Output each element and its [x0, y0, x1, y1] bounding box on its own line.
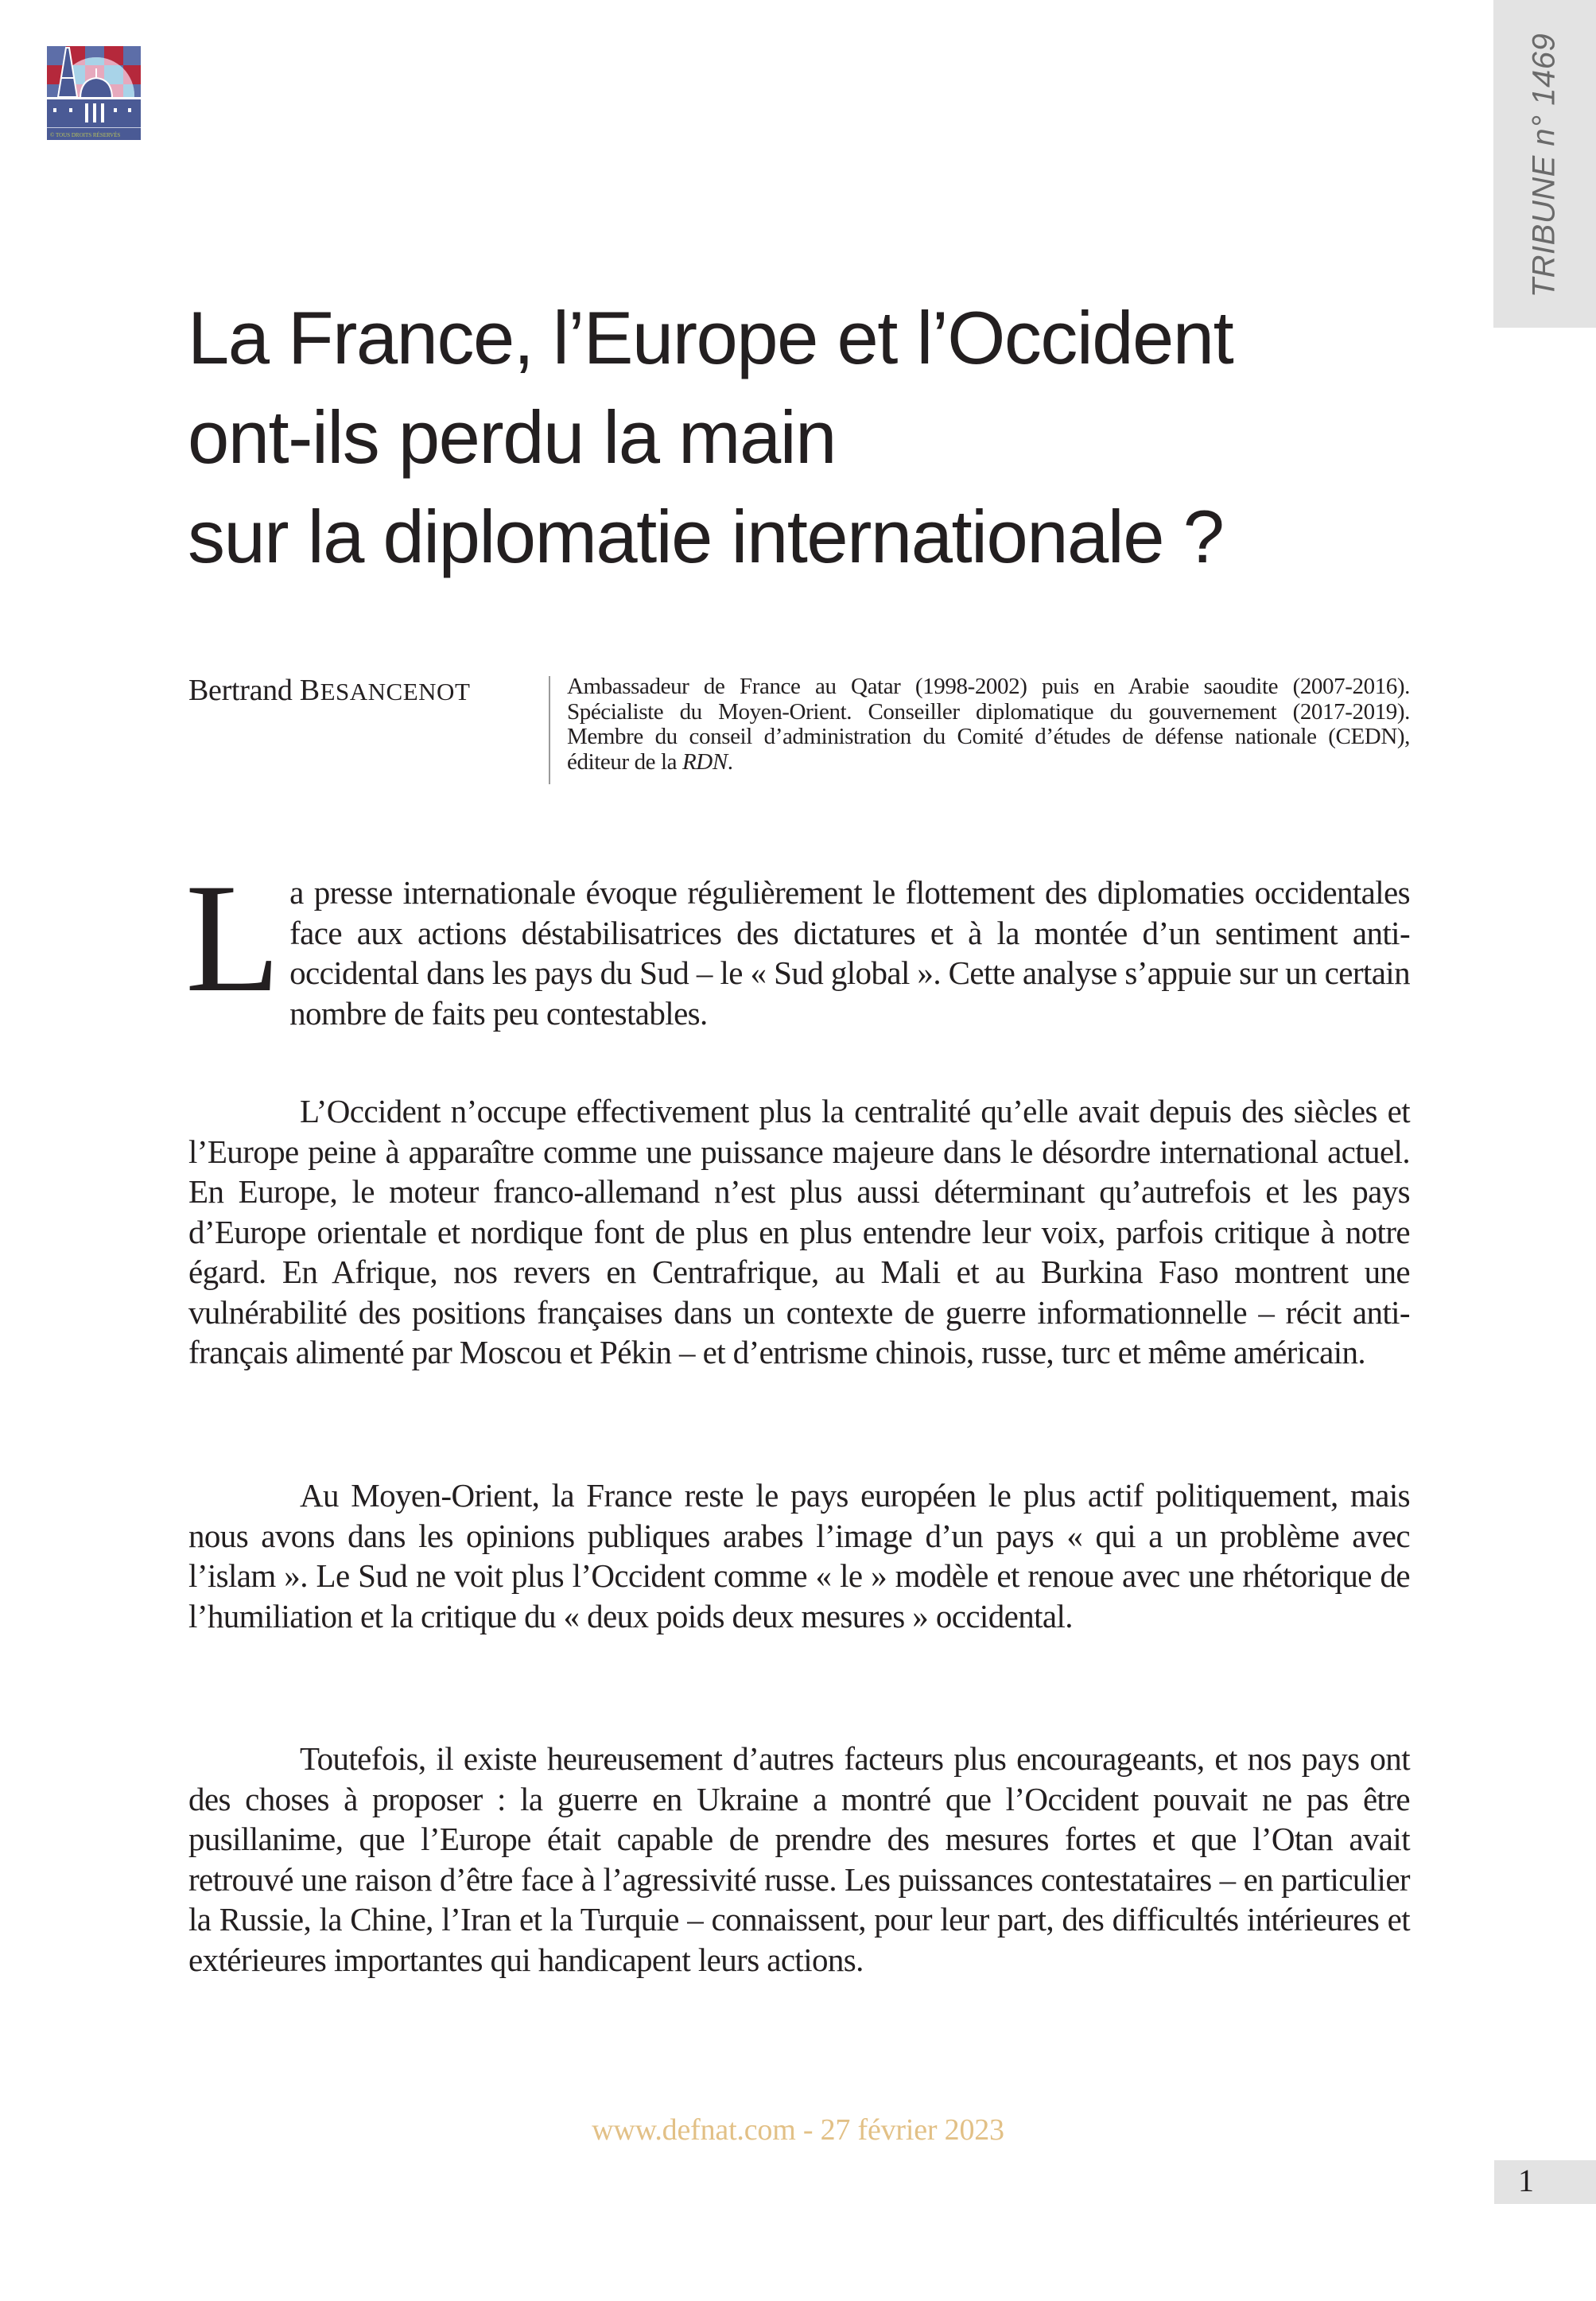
author-bio-end: .: [727, 748, 733, 775]
author-first-name: Bertrand: [188, 674, 293, 707]
author-last-name-initial: B: [299, 674, 320, 707]
author-bio: [567, 674, 1410, 775]
title-line: La France, l’Europe et l’Occident: [188, 296, 1233, 379]
page-number-box: [1494, 2160, 1596, 2204]
title-line: ont-ils perdu la main: [188, 395, 836, 479]
article-title: [188, 288, 1428, 586]
author-name: [188, 673, 470, 708]
tribune-tab: [1493, 0, 1596, 328]
paragraph-text: a presse internationale évoque régulièrement le flottement des diplomaties occidentales face aux actions déstabilisatrices des dictatures et à la montée d’un sentiment anti-occidental dans les pays du Sud – le « Sud global ». Cette analyse s’appuie sur un certain nombre de faits peu contestables.: [289, 874, 1410, 1032]
author-divider: [549, 676, 550, 784]
tribune-number-label: TRIBUNE n° 1469: [1526, 33, 1562, 298]
drop-cap: L: [185, 852, 281, 1024]
author-last-name: [299, 674, 471, 707]
author-bio-rdn: RDN: [682, 748, 728, 775]
logo: [47, 46, 141, 140]
footer-site-date: www.defnat.com - 27 février 2023: [592, 2113, 1004, 2147]
title-line: sur la diplomatie internationale ?: [188, 495, 1224, 578]
paragraph: Au Moyen-Orient, la France reste le pays européen le plus actif politiquement, mais nous avons dans les opinions publiques arabes l’image d’un pays « qui a un problème avec l’islam ». Le Sud ne voit plus l’Occident comme « le » modèle et renoue avec une rhétorique de l’humiliation et la critique du « deux poids deux mesures » occidental.: [188, 1477, 1410, 1634]
paragraph: Toutefois, il existe heureusement d’autres facteurs plus encourageants, et nos pays ont des choses à proposer : la guerre en Ukraine a montré que l’Occident pouvait ne pas être pusillanime, que l’Europe était capable de prendre des mesures fortes et que l’Otan avait retrouvé une raison d’être face à l’agressivité russe. Les puissances contestataires – en particulier la Russie, la Chine, l’Iran et la Turquie – connaissent, pour leur part, des difficultés intérieures et extérieures importantes qui handicapent leurs actions.: [188, 1740, 1410, 1978]
defnat-logo-icon: [47, 46, 141, 140]
paragraph: L’Occident n’occupe effectivement plus la centralité qu’elle avait depuis des siècles et l’Europe peine à apparaître comme une puissance majeure dans le désordre international actuel. En Europe, le moteur franco-allemand n’est plus aussi déterminant qu’autrefois et les pays d’Europe orientale et nordique font de plus en plus entendre leur voix, parfois critique à notre égard. En Afrique, nos revers en Centrafrique, au Mali et au Burkina Faso montrent une vulnérabilité des positions françaises dans un contexte de guerre informationnelle – récit anti-français alimenté par Moscou et Pékin – et d’entrisme chinois, russe, turc et même américain.: [188, 1093, 1410, 1370]
author-bio-text: Ambassadeur de France au Qatar (1998-2002) puis en Arabie saoudite (2007-2016). Spécialiste du Moyen-Orient. Conseiller diplomatique du gouvernement (2017-2019). Membre du conseil d’administration du Comité d’études de défense nationale (CEDN), éditeur de la: [567, 674, 1410, 775]
page-number: 1: [1518, 2163, 1534, 2198]
paragraph-intro: [185, 852, 1410, 1033]
author-last-name-rest: ESANCENOT: [320, 678, 471, 705]
logo-caption: © TOUS DROITS RÉSERVÉS: [50, 132, 121, 138]
